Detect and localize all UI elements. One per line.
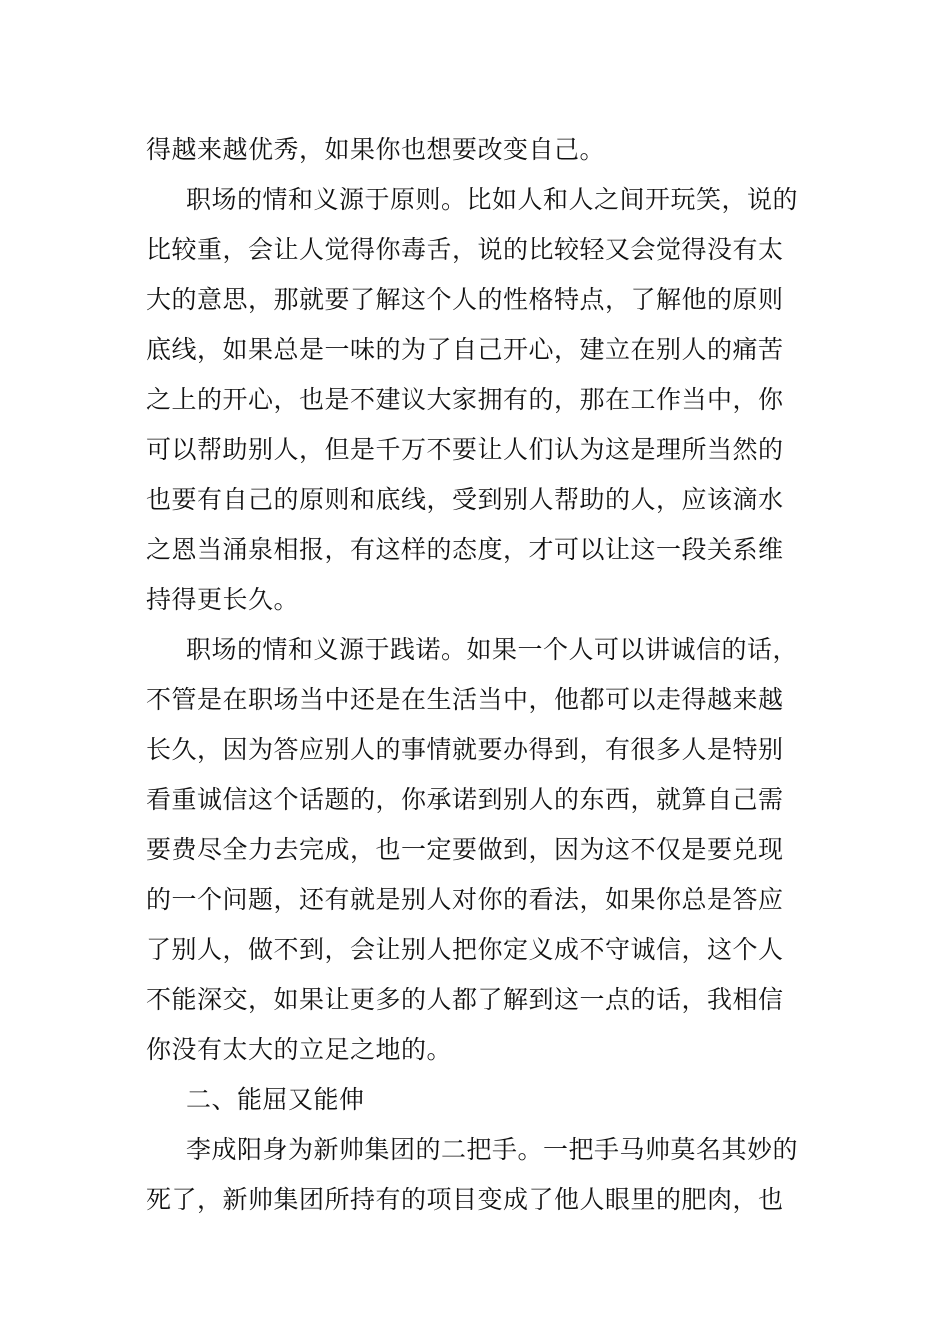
text-line: 了别人，做不到，会让别人把你定义成不守诚信，这个人 bbox=[146, 935, 784, 964]
paragraph-start-line: 李成阳身为新帅集团的二把手。一把手马帅莫名其妙的 bbox=[186, 1135, 799, 1164]
text-line: 大的意思，那就要了解这个人的性格特点，了解他的原则 bbox=[146, 285, 784, 314]
text-line: 比较重，会让人觉得你毒舌，说的比较轻又会觉得没有太 bbox=[146, 235, 784, 264]
text-line: 之恩当涌泉相报，有这样的态度，才可以让这一段关系维 bbox=[146, 535, 784, 564]
text-line: 你没有太大的立足之地的。 bbox=[146, 1035, 453, 1064]
text-line: 死了，新帅集团所持有的项目变成了他人眼里的肥肉，也 bbox=[146, 1185, 784, 1214]
text-line: 要费尽全力去完成，也一定要做到，因为这不仅是要兑现 bbox=[146, 835, 784, 864]
text-line: 持得更长久。 bbox=[146, 585, 300, 614]
text-line: 不能深交，如果让更多的人都了解到这一点的话，我相信 bbox=[146, 985, 784, 1014]
text-line: 可以帮助别人，但是千万不要让人们认为这是理所当然的 bbox=[146, 435, 784, 464]
text-line: 长久，因为答应别人的事情就要办得到，有很多人是特别 bbox=[146, 735, 784, 764]
paragraph-start-line: 职场的情和义源于践诺。如果一个人可以讲诚信的话， bbox=[186, 635, 799, 664]
text-line: 底线，如果总是一味的为了自己开心，建立在别人的痛苦 bbox=[146, 335, 784, 364]
paragraph-start-line: 职场的情和义源于原则。比如人和人之间开玩笑，说的 bbox=[186, 185, 799, 214]
text-line: 之上的开心，也是不建议大家拥有的，那在工作当中，你 bbox=[146, 385, 784, 414]
text-line: 得越来越优秀，如果你也想要改变自己。 bbox=[146, 135, 606, 164]
text-line: 不管是在职场当中还是在生活当中，他都可以走得越来越 bbox=[146, 685, 784, 714]
section-heading: 二、能屈又能伸 bbox=[186, 1085, 365, 1114]
text-line: 的一个问题，还有就是别人对你的看法，如果你总是答应 bbox=[146, 885, 784, 914]
text-line: 看重诚信这个话题的，你承诺到别人的东西，就算自己需 bbox=[146, 785, 784, 814]
text-line: 也要有自己的原则和底线，受到别人帮助的人，应该滴水 bbox=[146, 485, 784, 514]
